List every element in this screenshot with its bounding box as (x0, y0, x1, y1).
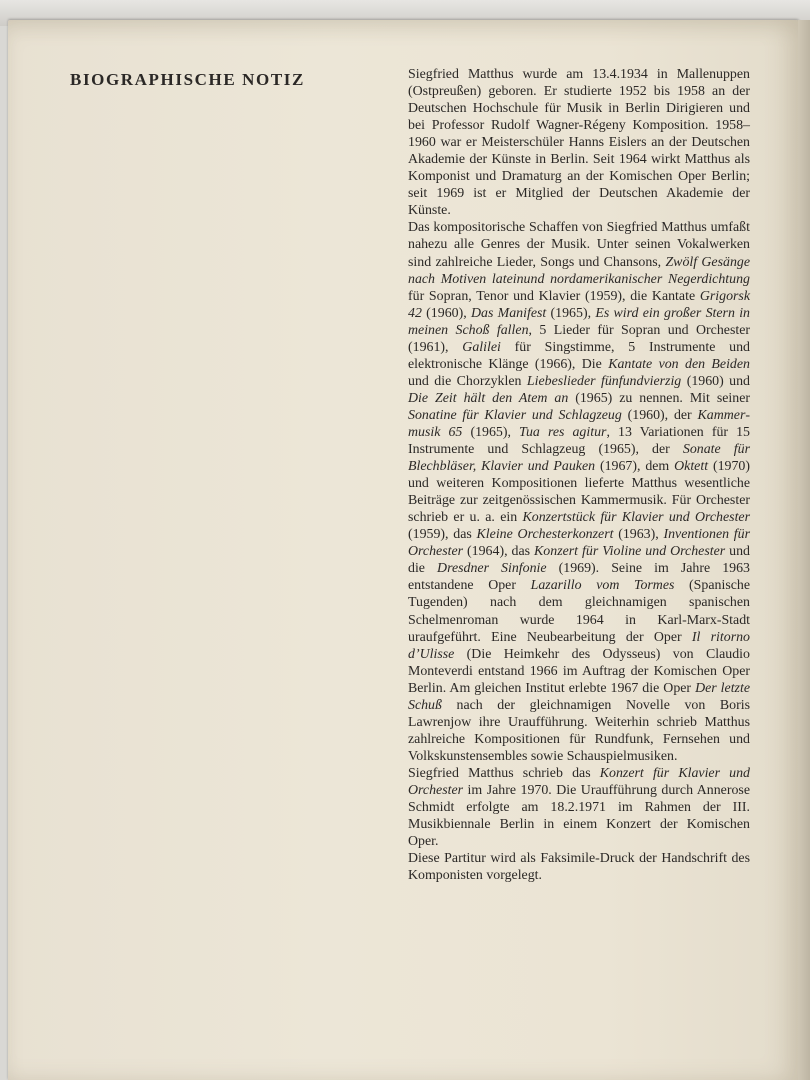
text-run: (1969). Seine im Jahre 1963 entstandene Oper (408, 561, 750, 594)
text-run: , 5 Lieder für Sopran und Orchester (1961), (408, 322, 751, 355)
text-run: Siegfried Matthus wurde am 13.4.1934 in Mallenuppen (Ostpreußen) geboren. Er studierte 1952 bis 1958 an der Deutschen Hochschule für Musik in Berlin Dirigieren und bei Professor Rudolf Wagner-Régeny Komposition. 1958–1960 war er Meisterschüler Hanns Eislers an der Deutschen Akademie der Künste in Berlin. Seit 1964 wirkt Matthus als Komponist und Dramaturg an der Komischen Oper Berlin; seit 1969 ist er Mitglied der Deutschen Akademie der Künste. (408, 67, 750, 219)
work-title: Zwölf Gesänge nach Motiven lateinund nordamerikanischer Negerdichtung (408, 254, 751, 287)
text-run: für Singstimme, 5 Instrumente und elektronische Klänge (1966), Die (408, 339, 750, 372)
text-run: Das kompositorische Schaffen von Siegfried Matthus umfaßt nahezu alle Genres der Musik. Unter seinen Vokalwerken sind zahlreiche Lieder, Songs und Chansons, (408, 220, 750, 270)
text-run: im Jahre 1970. Die Uraufführung durch Annerose Schmidt erfolgte am 18.2.1971 im Rahmen der III. Musikbiennale Berlin in einem Konzert der Komischen Oper. (408, 782, 750, 850)
text-run: (1965) zu nennen. Mit seiner (568, 390, 751, 406)
text-run: (1970) und weiteren Kompositionen lieferte Matthus wesentliche Beiträge zur zeitgenössischen Kammermusik. Für Orchester schrieb er u. a. ein (408, 459, 750, 526)
work-title: Tua res agitur (519, 424, 607, 440)
work-title: Inventionen für Orchester (408, 527, 751, 560)
work-title: Konzertstück für Klavier und Orchester (522, 510, 750, 526)
text-run: (1960), der (621, 407, 698, 423)
work-title: Il ritorno d’Ulisse (408, 629, 750, 662)
text-run: (1960) und (681, 373, 750, 389)
page-edge (798, 20, 810, 1080)
text-run: (1965), (546, 305, 596, 321)
text-run: (1964), das (463, 544, 535, 560)
work-title: Konzert für Klavier und Orchester (408, 765, 751, 798)
text-run: Diese Partitur wird als Faksimile-Druck der Handschrift des Komponisten vorgelegt. (408, 851, 750, 884)
text-run: (1960), (421, 305, 471, 321)
text-run: für Sopran, Tenor und Klavier (1959), die Kantate (408, 288, 700, 304)
text-run: (1965), (462, 424, 520, 440)
text-run: , 13 Variationen für 15 Instrumente und Schlagzeug (1965), der (408, 424, 750, 458)
work-title: Dresdner Sinfonie (437, 561, 547, 577)
work-title: Sonate für Blechbläser, Klavier und Pauken (408, 442, 750, 475)
work-title: Galilei (462, 339, 501, 355)
work-title: Liebeslieder fünfundvierzig (526, 373, 682, 389)
text-run: (1967), dem (595, 459, 675, 475)
text-run: (1959), das (408, 527, 477, 543)
work-title: Kleine Orchesterkonzert (476, 527, 614, 543)
work-title: Grigorsk 42 (408, 288, 750, 321)
page-heading: BIOGRAPHISCHE NOTIZ (70, 70, 305, 89)
work-title: Es wird ein großer Stern in meinen Schoß fallen (408, 305, 750, 338)
work-title: Lazarillo vom Tormes (530, 578, 675, 594)
text-run: (1963), (613, 527, 664, 543)
work-title: Konzert für Violine und Orchester (534, 544, 726, 560)
text-run: und die Chorzyklen (408, 373, 527, 389)
work-title: Der letzte Schuß (408, 680, 750, 713)
paragraph-biography (408, 66, 750, 219)
work-title: Das Manifest (470, 305, 547, 321)
paragraph-edition-note (408, 850, 750, 884)
biography-text (408, 66, 750, 884)
work-title: Kantate von den Beiden (608, 356, 750, 372)
paragraph-concerto (408, 765, 750, 850)
text-run: und die (408, 544, 750, 577)
paragraph-works (408, 219, 750, 765)
work-title: Kammermusik 65 (408, 407, 750, 440)
work-title: Oktett (674, 459, 709, 475)
work-title: Sonatine für Klavier und Schlagzeug (408, 407, 622, 423)
work-title: Die Zeit hält den Atem an (408, 390, 569, 406)
text-run: nach der gleichnamigen Novelle von Boris Lawrenjow ihre Uraufführung. Weiterhin schrieb Matthus zahlreiche Kompositionen für Rundfunk, Fernsehen und Volkskunstensembles sowie Schauspielmusiken. (408, 697, 750, 764)
text-run: (Spanische Tugenden) nach dem gleichnamigen spanischen Schelmenroman wurde 1964 in Karl-Marx-Stadt uraufgeführt. Eine Neubearbeitung der Oper (408, 578, 750, 645)
text-run: Siegfried Matthus schrieb das (408, 765, 600, 781)
text-run: (Die Heimkehr des Odysseus) von Claudio Monteverdi entstand 1966 im Auftrag der Komischen Oper Berlin. Am gleichen Institut erlebte 1967 die Oper (408, 646, 750, 696)
